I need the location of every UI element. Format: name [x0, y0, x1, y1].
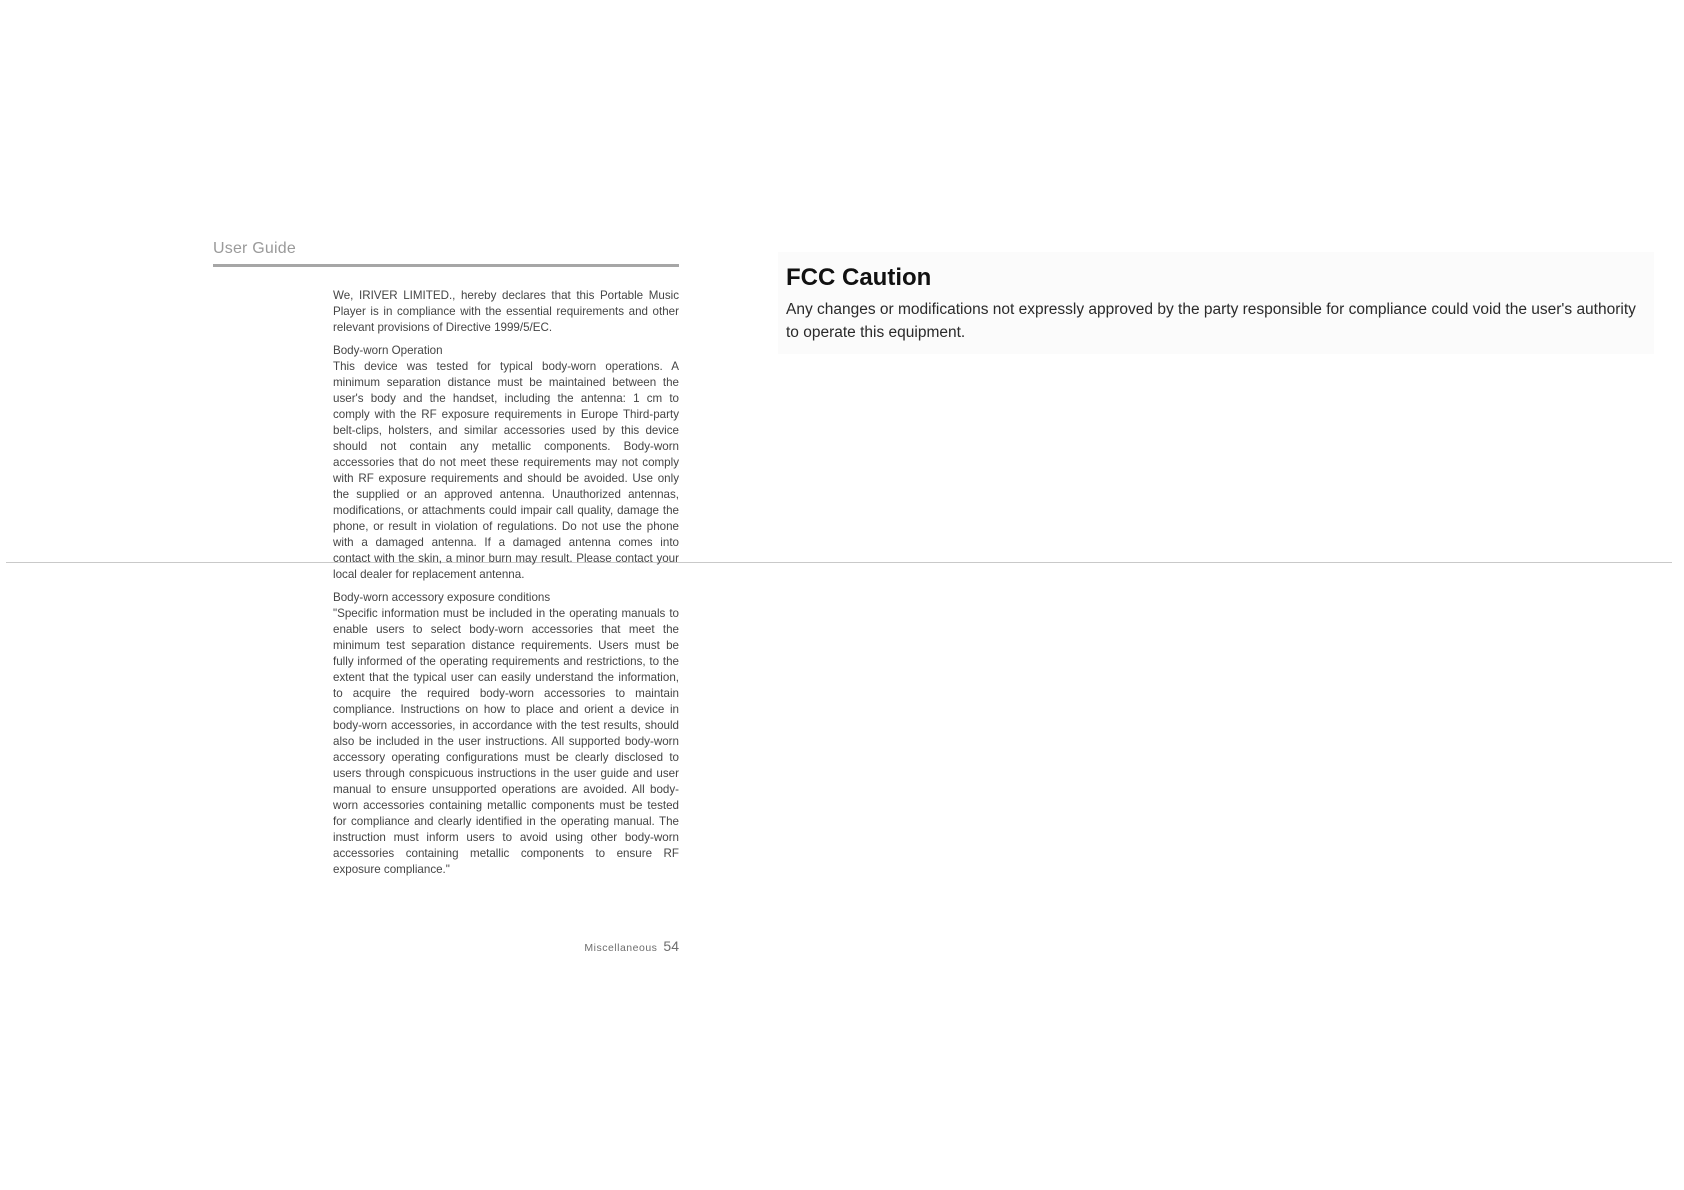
page-fold-line — [6, 562, 1672, 563]
fcc-caution-title: FCC Caution — [786, 264, 932, 291]
page-footer — [333, 938, 679, 956]
body-worn-operation-text: This device was tested for typical body-worn operations. A minimum separation distance must be maintained between the user's body and the handset, including the antenna: 1 cm to comply with the RF exposure requirements in Europe Third-party belt-clips, holsters, and similar accessories used by this device should not contain any metallic components. Body-worn accessories that do not meet these requirements may not comply with RF exposure requirements and should be avoided. Use only the supplied or an approved antenna. Unauthorized antennas, modifications, or attachments could impair call quality, damage the phone, or result in violation of regulations. Do not use the phone with a damaged antenna. If a damaged antenna comes into contact with the skin, a minor burn may result. Please contact your local dealer for replacement antenna. — [333, 360, 679, 581]
body-worn-operation-heading: Body-worn Operation — [333, 344, 443, 357]
header-rule — [213, 264, 679, 267]
body-worn-accessory-heading: Body-worn accessory exposure conditions — [333, 591, 551, 604]
left-page — [213, 238, 679, 954]
fcc-caution-panel — [778, 252, 1654, 354]
fcc-caution-text: Any changes or modifications not expressly approved by the party responsible for compliance could void the user's authority to operate this equipment. — [786, 301, 1636, 341]
header-user-guide: User Guide — [213, 240, 296, 257]
declaration-paragraph: We, IRIVER LIMITED., hereby declares that this Portable Music Player is in compliance with the essential requirements and other relevant provisions of Directive 1999/5/EC. — [333, 289, 679, 334]
body-worn-accessory-text: "Specific information must be included in the operating manuals to enable users to select body-worn accessories that meet the minimum test separation distance requirements. Users must be fully informed of the operating requirements and restrictions, to the extent that the typical user can easily understand the information, to acquire the required body-worn accessories to maintain compliance. Instructions on how to place and orient a device in body-worn accessories, in accordance with the test results, should also be included in the user instructions. All supported body-worn accessory operating configurations must be clearly disclosed to users through conspicuous instructions in the user guide and user manual to ensure unsupported operations are avoided. All body-worn accessories containing metallic components must be tested for compliance and clearly identified in the operating manual. The instruction must inform users to avoid using other body-worn accessories containing metallic components to ensure RF exposure compliance." — [333, 607, 679, 876]
body-column — [333, 288, 679, 885]
footer-section-name: Miscellaneous — [584, 942, 658, 954]
page-number: 54 — [663, 938, 679, 954]
